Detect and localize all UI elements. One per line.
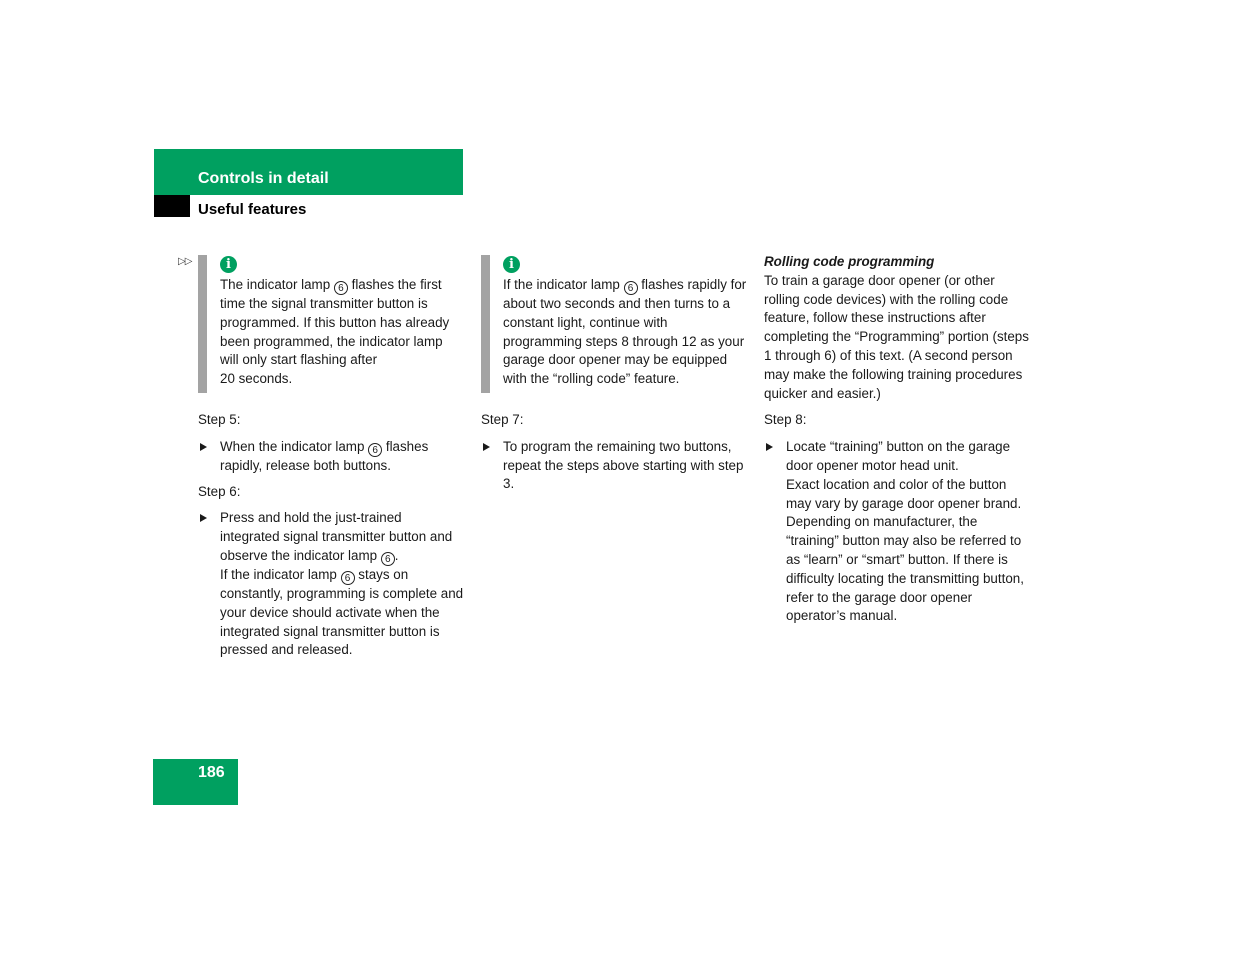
- paragraph: If the indicator lamp 6 stays on constantly, programming is complete and your device should activate when the integrated signal transmitter button is pressed and released.: [220, 566, 464, 658]
- paragraph: To train a garage door opener (or other rolling code devices) with the rolling code feature, follow these instructions after completing the “Programming” portion (steps 1 through 6) of this text. (A second person may make the following training procedures quicker and easier.): [764, 272, 1029, 401]
- section-title: Controls in detail: [198, 170, 329, 187]
- note-text: The indicator lamp 6 flashes the first time the signal transmitter button is programmed. If this button has already been programmed, the indicator lamp will only start flashing after 20 seconds.: [220, 277, 450, 387]
- continued-marker: ▷▷: [178, 256, 192, 267]
- callout-number: 6: [368, 443, 382, 457]
- callout-number: 6: [341, 571, 355, 585]
- step-label: Step 8:: [764, 412, 807, 428]
- column-2: [481, 255, 747, 494]
- section-subtitle: Useful features: [198, 201, 307, 218]
- callout-number: 6: [381, 552, 395, 566]
- callout-number: 6: [334, 281, 348, 295]
- bullet-arrow-icon: [200, 443, 207, 451]
- list-item: To program the remaining two buttons, repeat the steps above starting with step 3.: [481, 438, 747, 494]
- bullet-arrow-icon: [483, 443, 490, 451]
- section-heading: Rolling code programming: [764, 254, 935, 269]
- list-item: Press and hold the just-trained integrated signal transmitter button and observe the indicator lamp 6 .: [198, 509, 464, 566]
- info-icon: i: [503, 256, 520, 273]
- bullet-arrow-icon: [200, 514, 207, 522]
- note-text: If the indicator lamp 6 flashes rapidly for about two seconds and then turns to a constant light, continue with programming steps 8 through 12 as your garage door opener may be equipped with the “rolling code” feature.: [503, 277, 747, 387]
- info-icon: i: [220, 256, 237, 273]
- list-item: Locate “training” button on the garage door opener motor head unit.: [764, 438, 1032, 476]
- bullet-arrow-icon: [766, 443, 773, 451]
- step-label: Step 7:: [481, 411, 524, 427]
- page-number-box: [153, 759, 238, 805]
- header-marker: [154, 195, 190, 217]
- info-note: [198, 255, 464, 393]
- step-label: Step 5:: [198, 411, 241, 427]
- list-item: When the indicator lamp 6 flashes rapidly, release both buttons.: [198, 438, 464, 476]
- column-3: [764, 253, 1032, 626]
- paragraph: Exact location and color of the button may vary by garage door opener brand. Depending on manufacturer, the “training” button may also be referred to as “learn” or “smart” button. If there is difficulty locating the transmitting button, refer to the garage door opener operator’s manual.: [786, 476, 1024, 624]
- info-note: [481, 255, 747, 393]
- callout-number: 6: [624, 281, 638, 295]
- step-label: Step 6:: [198, 483, 241, 499]
- page-number: 186: [198, 764, 225, 781]
- column-1: [198, 255, 464, 660]
